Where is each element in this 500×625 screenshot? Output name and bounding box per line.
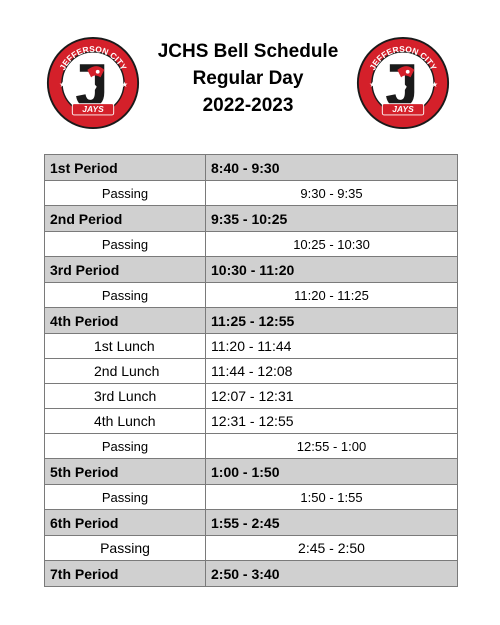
row-label: 3rd Period <box>45 257 206 283</box>
row-label: Passing <box>45 485 206 510</box>
svg-text:★: ★ <box>369 79 376 89</box>
row-time: 8:40 - 9:30 <box>206 155 458 181</box>
row-label: Passing <box>45 232 206 257</box>
page-title <box>140 38 356 119</box>
lunch-row <box>45 384 458 409</box>
row-time: 12:55 - 1:00 <box>206 434 458 459</box>
row-label: 4th Lunch <box>45 409 206 434</box>
period-row <box>45 510 458 536</box>
period-row <box>45 206 458 232</box>
period-row <box>45 155 458 181</box>
row-time: 9:35 - 10:25 <box>206 206 458 232</box>
passing-row <box>45 181 458 206</box>
logo-ring-text: JEFFERSON CITY <box>57 43 129 72</box>
row-label: Passing <box>45 536 206 561</box>
passing-row <box>45 283 458 308</box>
period-row <box>45 257 458 283</box>
row-label: 5th Period <box>45 459 206 485</box>
lunch-row <box>45 359 458 384</box>
row-time: 11:20 - 11:25 <box>206 283 458 308</box>
row-label: Passing <box>45 434 206 459</box>
row-time: 11:25 - 12:55 <box>206 308 458 334</box>
logo-ring-text: JEFFERSON CITY <box>367 43 439 72</box>
row-time: 2:45 - 2:50 <box>206 536 458 561</box>
passing-row <box>45 536 458 561</box>
period-row <box>45 561 458 587</box>
lunch-row <box>45 334 458 359</box>
period-row <box>45 459 458 485</box>
row-time: 11:20 - 11:44 <box>206 334 458 359</box>
row-label: 4th Period <box>45 308 206 334</box>
row-time: 2:50 - 3:40 <box>206 561 458 587</box>
row-time: 10:30 - 11:20 <box>206 257 458 283</box>
title-line-1: JCHS Bell Schedule <box>157 41 339 62</box>
jays-logo-icon <box>356 36 450 130</box>
title-line-2: Regular Day <box>192 68 304 89</box>
school-logo-right <box>356 36 450 130</box>
row-label: 2nd Lunch <box>45 359 206 384</box>
row-time: 1:00 - 1:50 <box>206 459 458 485</box>
row-time: 9:30 - 9:35 <box>206 181 458 206</box>
bell-schedule-table <box>44 154 458 587</box>
row-time: 1:50 - 1:55 <box>206 485 458 510</box>
row-label: 1st Lunch <box>45 334 206 359</box>
passing-row <box>45 485 458 510</box>
lunch-row <box>45 409 458 434</box>
row-time: 12:07 - 12:31 <box>206 384 458 409</box>
row-label: Passing <box>45 181 206 206</box>
row-label: 2nd Period <box>45 206 206 232</box>
row-label: Passing <box>45 283 206 308</box>
logo-banner-text: JAYS <box>82 104 104 115</box>
title-line-3: 2022-2023 <box>202 95 294 116</box>
row-time: 11:44 - 12:08 <box>206 359 458 384</box>
row-time: 12:31 - 12:55 <box>206 409 458 434</box>
row-time: 10:25 - 10:30 <box>206 232 458 257</box>
jays-logo-icon <box>46 36 140 130</box>
row-time: 1:55 - 2:45 <box>206 510 458 536</box>
logo-banner-text: JAYS <box>392 104 414 115</box>
passing-row <box>45 232 458 257</box>
passing-row <box>45 434 458 459</box>
svg-text:★: ★ <box>121 79 128 89</box>
row-label: 7th Period <box>45 561 206 587</box>
period-row <box>45 308 458 334</box>
school-logo-left <box>46 36 140 130</box>
row-label: 3rd Lunch <box>45 384 206 409</box>
row-label: 6th Period <box>45 510 206 536</box>
svg-text:★: ★ <box>431 79 438 89</box>
row-label: 1st Period <box>45 155 206 181</box>
svg-text:★: ★ <box>59 79 66 89</box>
